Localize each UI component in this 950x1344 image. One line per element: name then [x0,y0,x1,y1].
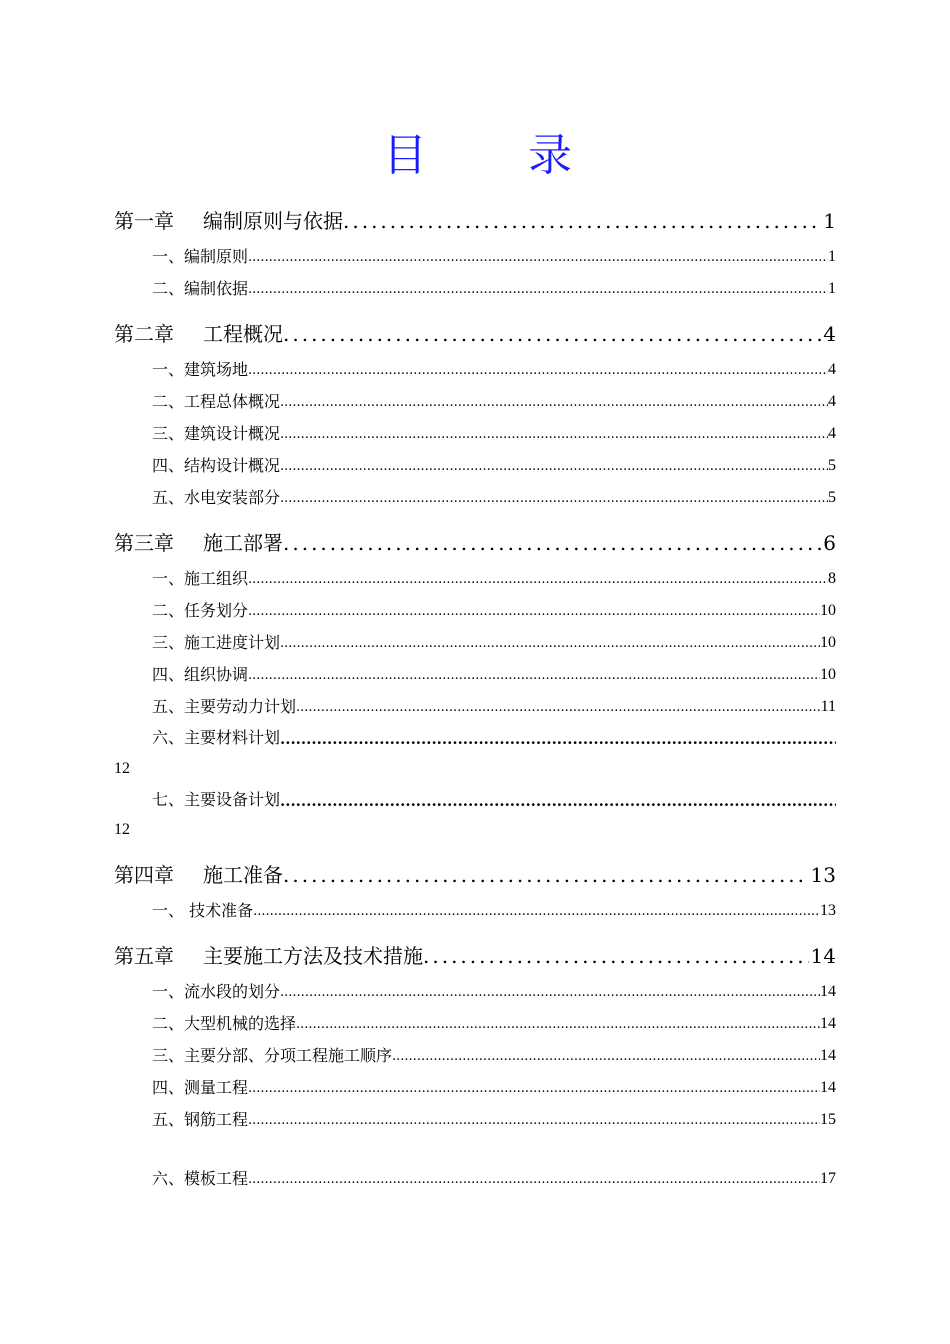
toc-section[interactable] [152,277,836,301]
dot-leader [280,488,828,510]
toc-section[interactable] [152,1167,836,1191]
dot-leader [283,860,809,890]
dot-leader [280,424,828,446]
dot-leader [280,633,820,655]
page-number: 4 [823,322,836,346]
section-title: 一、 技术准备 [152,901,254,920]
page-number: 14 [820,983,836,1000]
section-title: 一、流水段的划分 [152,982,281,1001]
page-number: 10 [820,666,836,683]
page-number: 14 [820,1047,836,1064]
toc-chapter-1[interactable] [114,206,836,236]
toc-section[interactable] [152,1108,836,1132]
dot-leader [296,1014,820,1036]
dot-leader [343,206,821,236]
toc-section[interactable] [152,390,836,414]
toc-section[interactable] [152,1076,836,1100]
chapter-number: 第五章 [114,944,174,968]
dot-leader [248,360,828,382]
dot-leader [248,665,820,687]
toc-section[interactable] [152,358,836,382]
page-number: 13 [810,863,836,887]
section-title: 四、组织协调 [152,665,249,684]
toc-section[interactable] [152,1012,836,1036]
page-number: 6 [823,531,836,555]
section-title: 五、钢筋工程 [152,1110,249,1129]
section-title: 七、主要设备计划 [152,790,281,809]
section-title: 四、测量工程 [152,1078,249,1097]
dot-leader [248,247,828,269]
dot-leader [280,982,820,1004]
section-title: 一、施工组织 [152,569,249,588]
dot-leader [283,319,821,349]
page-number: 1 [828,280,836,297]
toc-section[interactable] [152,899,836,923]
page-number: 10 [820,634,836,651]
dot-leader [280,728,836,750]
toc-section[interactable] [152,695,836,719]
toc-title-char-1: 目 [383,130,427,181]
page-number: 5 [828,489,836,506]
toc-section[interactable] [152,567,836,591]
dot-leader [280,456,828,478]
section-title: 五、水电安装部分 [152,488,281,507]
toc-section[interactable] [152,726,836,750]
dot-leader [392,1046,820,1068]
dot-leader [248,569,828,591]
dot-leader [296,697,821,719]
toc-section[interactable] [152,631,836,655]
page-number: 1 [828,248,836,265]
page-number: 17 [820,1170,836,1187]
page-number: 12 [114,821,130,838]
chapter-title: 施工准备 [203,863,283,887]
section-title: 三、主要分部、分项工程施工顺序 [152,1046,393,1065]
toc-section[interactable] [152,454,836,478]
dot-leader [280,790,836,812]
page-number: 10 [820,602,836,619]
toc-section[interactable] [152,1044,836,1068]
dot-leader [423,941,809,971]
page-number: 11 [820,698,836,715]
page-number: 1 [823,209,836,233]
section-title: 二、编制依据 [152,279,249,298]
section-title: 二、大型机械的选择 [152,1014,297,1033]
toc-section[interactable] [152,599,836,623]
toc-section[interactable] [152,980,836,1004]
dot-leader [248,279,828,301]
dot-leader [248,1110,820,1132]
toc-title-char-2: 录 [528,130,572,181]
section-title: 六、主要材料计划 [152,728,281,747]
chapter-number: 第二章 [114,322,174,346]
toc-chapter-5[interactable] [114,941,836,971]
section-title: 二、工程总体概况 [152,392,281,411]
toc-chapter-4[interactable] [114,860,836,890]
page-number: 4 [828,361,836,378]
page-number: 13 [820,902,836,919]
section-title: 五、主要劳动力计划 [152,697,297,716]
section-title: 二、任务划分 [152,601,249,620]
section-title: 三、建筑设计概况 [152,424,281,443]
section-title: 六、模板工程 [152,1169,249,1188]
toc-section[interactable] [152,788,836,812]
toc-section[interactable] [152,422,836,446]
dot-leader [248,1169,820,1191]
toc-section[interactable] [152,245,836,269]
dot-leader [248,1078,820,1100]
page-number: 8 [828,570,836,587]
section-title: 四、结构设计概况 [152,456,281,475]
page-number: 4 [828,393,836,410]
page-number: 12 [114,760,130,777]
page-number: 15 [820,1111,836,1128]
section-title: 三、施工进度计划 [152,633,281,652]
chapter-number: 第四章 [114,863,174,887]
section-title: 一、建筑场地 [152,360,249,379]
chapter-number: 第三章 [114,531,174,555]
page-number: 4 [828,425,836,442]
dot-leader [283,528,821,558]
toc-chapter-2[interactable] [114,319,836,349]
dot-leader [248,601,820,623]
chapter-title: 施工部署 [203,531,283,555]
page-number: 14 [820,1015,836,1032]
toc-chapter-3[interactable] [114,528,836,558]
chapter-number: 第一章 [114,209,174,233]
page-number: 14 [810,944,836,968]
page-number: 14 [820,1079,836,1096]
chapter-title: 主要施工方法及技术措施 [203,944,423,968]
dot-leader [280,392,828,414]
chapter-title: 工程概况 [203,322,283,346]
chapter-title: 编制原则与依据 [203,209,343,233]
dot-leader [253,901,820,923]
page-number: 5 [828,457,836,474]
toc-section[interactable] [152,486,836,510]
section-title: 一、编制原则 [152,247,249,266]
toc-section[interactable] [152,663,836,687]
